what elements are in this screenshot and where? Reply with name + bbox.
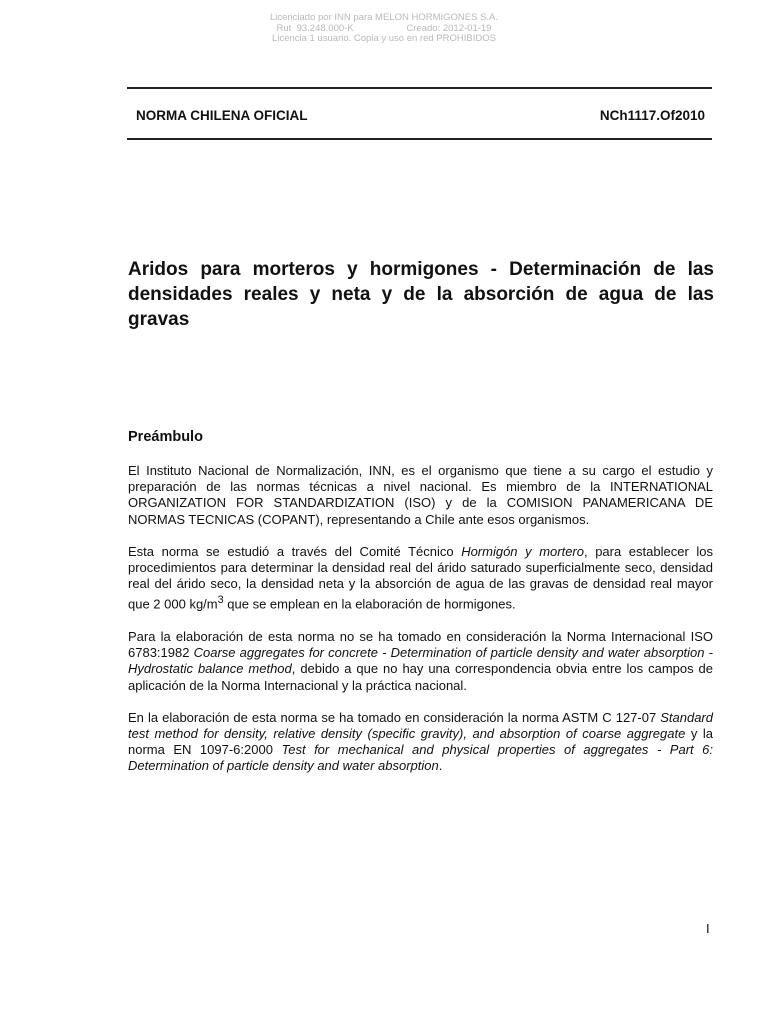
p2-text-c: , para establecer los procedimientos para determinar la densidad real del árido saturado superficialmente seco, densidad real del árido seco, la densidad neta y la absorción de agua de las gravas de densidad real mayor que 2 000 kg/m bbox=[128, 543, 713, 612]
norm-label: NORMA CHILENA OFICIAL bbox=[136, 108, 308, 123]
p3-iso-title: Coarse aggregates for concrete - Determination of particle density and water absorption - Hydrostatic balance method bbox=[128, 645, 713, 677]
p4-astm-title: Standard test method for density, relative density (specific gravity), and absorption of coarse aggregate bbox=[128, 709, 713, 741]
p2-text-d: que se emplean en la elaboración de hormigones. bbox=[223, 596, 516, 612]
p4-en-title: Test for mechanical and physical properties of aggregates - Part 6: Determination of particle density and water absorption bbox=[128, 742, 713, 774]
header-bottom-rule bbox=[127, 138, 712, 140]
header-top-rule bbox=[127, 87, 712, 89]
p4-text-a: En la elaboración de esta norma se ha tomado en consideración la norma ASTM C 127-07 bbox=[128, 709, 661, 725]
watermark-line-3: Licencia 1 usuario. Copia y uso en red PROHIBIDOS bbox=[272, 33, 496, 44]
p2-committee-name: Hormigón y mortero bbox=[461, 543, 584, 559]
p3-text-c: , debido a que no hay una correspondencia obvia entre los campos de aplicación de la Norma Internacional y la práctica nacional. bbox=[128, 661, 713, 693]
page-number: I bbox=[706, 921, 710, 936]
document-title: Aridos para morteros y hormigones - Determinación de las densidades reales y neta y de la absorción de agua de las gravas bbox=[128, 259, 714, 330]
p2-text-a: Esta norma se estudió a través del Comité Técnico bbox=[128, 543, 462, 559]
p4-text-e: . bbox=[438, 758, 443, 774]
norm-code: NCh1117.Of2010 bbox=[599, 108, 705, 123]
paragraph-3 bbox=[128, 629, 713, 694]
paragraph-1: El Instituto Nacional de Normalización, INN, es el organismo que tiene a su cargo el estudio y preparación de las normas técnicas a nivel nacional. Es miembro de la INTERNATIONAL ORGANIZATION FOR STANDARDIZATION (ISO) y de la COMISION PANAMERICANA DE NORMAS TECNICAS (COPANT), representando a Chile ante esos organismos. bbox=[128, 463, 713, 527]
p4-text-c: y la norma EN 1097-6:2000 bbox=[128, 725, 713, 758]
section-title: Preámbulo bbox=[128, 429, 203, 445]
watermark-line-1: Licenciado por INN para MELON HORMIGONES S.A. bbox=[269, 12, 499, 23]
p2-superscript: 3 bbox=[217, 594, 224, 607]
preamble-body bbox=[128, 463, 713, 791]
license-watermark bbox=[0, 13, 768, 45]
paragraph-4 bbox=[128, 710, 713, 775]
watermark-line-2: Rut 93.248.000-K Creado: 2012-01-19 bbox=[276, 22, 492, 34]
paragraph-2 bbox=[128, 544, 713, 613]
p3-text-a: Para la elaboración de esta norma no se ha tomado en consideración la Norma Internacional ISO 6783:1982 bbox=[128, 628, 713, 661]
